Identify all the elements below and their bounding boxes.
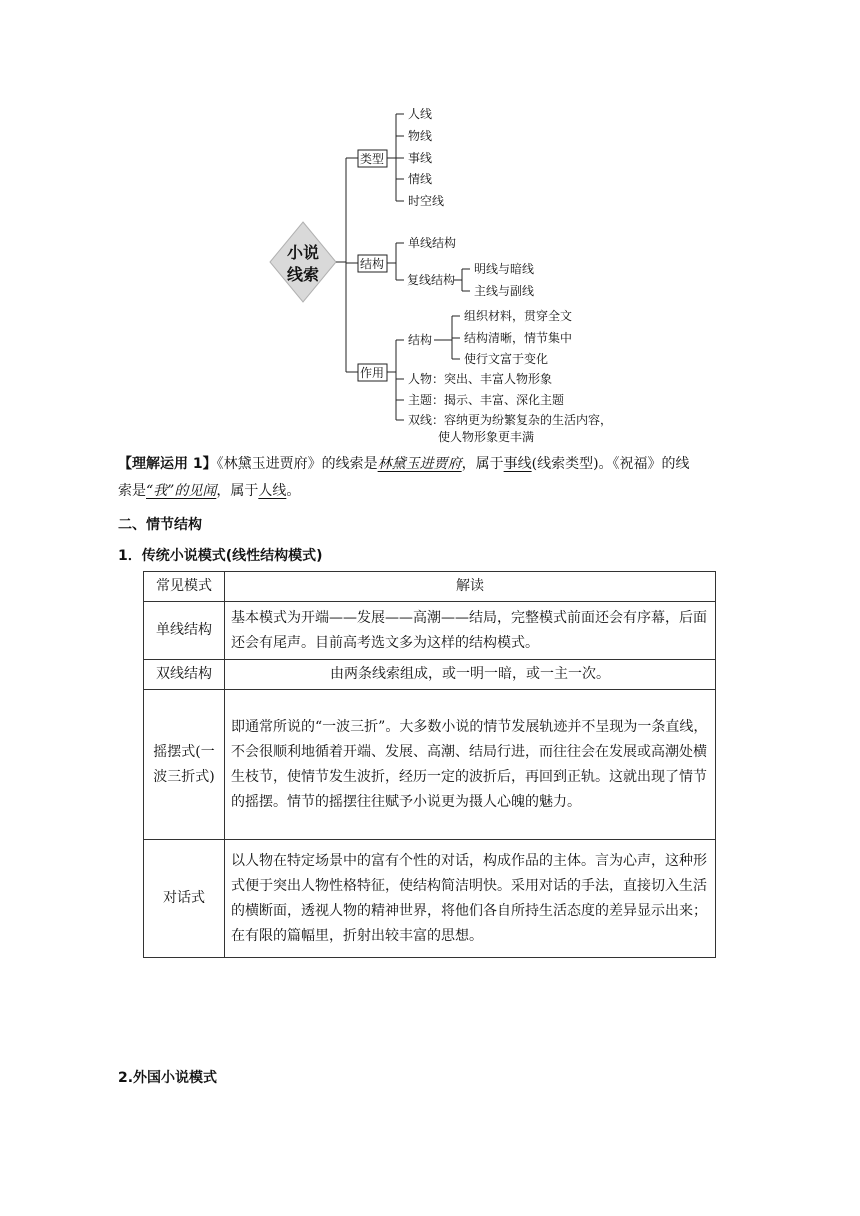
table-header-row xyxy=(144,572,716,602)
type-item: 物线 xyxy=(408,129,433,143)
center-label-1: 小说 xyxy=(286,243,320,262)
table-cell-mode: 单线结构 xyxy=(144,602,225,660)
exercise-text: (线索类型)。《祝福》的线 xyxy=(531,456,690,472)
function-item: 双线：容纳更为纷繁复杂的生活内容， xyxy=(408,413,613,427)
exercise-label: 【理解运用 1】 xyxy=(118,456,217,472)
table-row xyxy=(144,840,716,958)
structure-sub-item: 明线与暗线 xyxy=(474,262,535,276)
table-header: 常见模式 xyxy=(144,572,225,602)
table-row xyxy=(144,602,716,660)
table-row xyxy=(144,660,716,690)
exercise-text: ，属于 xyxy=(461,456,504,472)
function-sub-label: 结构 xyxy=(408,333,433,347)
table-row xyxy=(144,690,716,840)
exercise-text: 《林黛玉进贾府》的线索是 xyxy=(216,456,378,472)
table-cell-mode: 双线结构 xyxy=(144,660,225,690)
structure-sub-item: 主线与副线 xyxy=(474,284,535,298)
table-cell-mode: 摇摆式(一波三折式) xyxy=(144,690,225,840)
branch-label-type: 类型 xyxy=(359,152,385,166)
table-cell-text: 以人物在特定场景中的富有个性的对话，构成作品的主体。言为心声，这种形式便于突出人物性格特征，使结构简洁明快。采用对话的手法，直接切入生活的横断面，透视人物的精神世界，将他们各自所持生活态度的差异显示出来；在有限的篇幅里，折射出较丰富的思想。 xyxy=(225,840,716,958)
type-item: 事线 xyxy=(408,151,433,165)
exercise-answer: 事线 xyxy=(503,456,532,472)
structure-item: 单线结构 xyxy=(408,236,457,250)
table-cell-mode: 对话式 xyxy=(144,840,225,958)
exercise-answer: 林黛玉进贾府 xyxy=(377,456,462,472)
center-label-2: 线索 xyxy=(286,265,320,284)
type-item: 人线 xyxy=(408,107,433,121)
function-item: 主题：揭示、丰富、深化主题 xyxy=(408,393,565,407)
table-cell-text: 由两条线索组成，或一明一暗，或一主一次。 xyxy=(225,660,716,690)
exercise-text: ，属于 xyxy=(216,483,259,499)
function-sub-item: 使行文富于变化 xyxy=(464,352,549,366)
exercise-answer: “我”的见闻 xyxy=(146,483,217,499)
plot-structure-table xyxy=(143,571,716,958)
table-header: 解读 xyxy=(225,572,716,602)
exercise-text: 。 xyxy=(286,483,301,499)
structure-item: 复线结构 xyxy=(407,273,456,287)
function-item: 人物：突出、丰富人物形象 xyxy=(408,372,553,386)
exercise-text: 索是 xyxy=(118,483,146,499)
section-title: 二、情节结构 xyxy=(118,517,202,533)
branch-label-structure: 结构 xyxy=(359,257,385,271)
type-item: 时空线 xyxy=(408,194,445,208)
table-cell-text: 即通常所说的“一波三折”。大多数小说的情节发展轨迹并不呈现为一条直线，不会很顺利地循着开端、发展、高潮、结局行进，而往往会在发展或高潮处横生枝节，使情节发生波折，经历一定的波折后，再回到正轨。这就出现了情节的摇摆。情节的摇摆往往赋予小说更为摄人心魄的魅力。 xyxy=(225,690,716,840)
exercise-paragraph xyxy=(118,451,738,505)
table-cell-text: 基本模式为开端——发展——高潮——结局，完整模式前面还会有序幕，后面还会有尾声。目前高考选文多为这样的结构模式。 xyxy=(225,602,716,660)
mindmap-diagram xyxy=(0,0,860,450)
function-sub-item: 组织材料，贯穿全文 xyxy=(464,309,573,323)
subsection-title: 2.外国小说模式 xyxy=(118,1070,218,1086)
type-item: 情线 xyxy=(408,172,433,186)
subsection-title: 1．传统小说模式(线性结构模式) xyxy=(118,548,323,564)
center-diamond xyxy=(270,222,336,302)
branch-label-function: 作用 xyxy=(359,366,385,380)
function-item-continued: 使人物形象更丰满 xyxy=(438,430,535,444)
exercise-answer: 人线 xyxy=(258,483,287,499)
function-sub-item: 结构清晰，情节集中 xyxy=(464,331,573,345)
